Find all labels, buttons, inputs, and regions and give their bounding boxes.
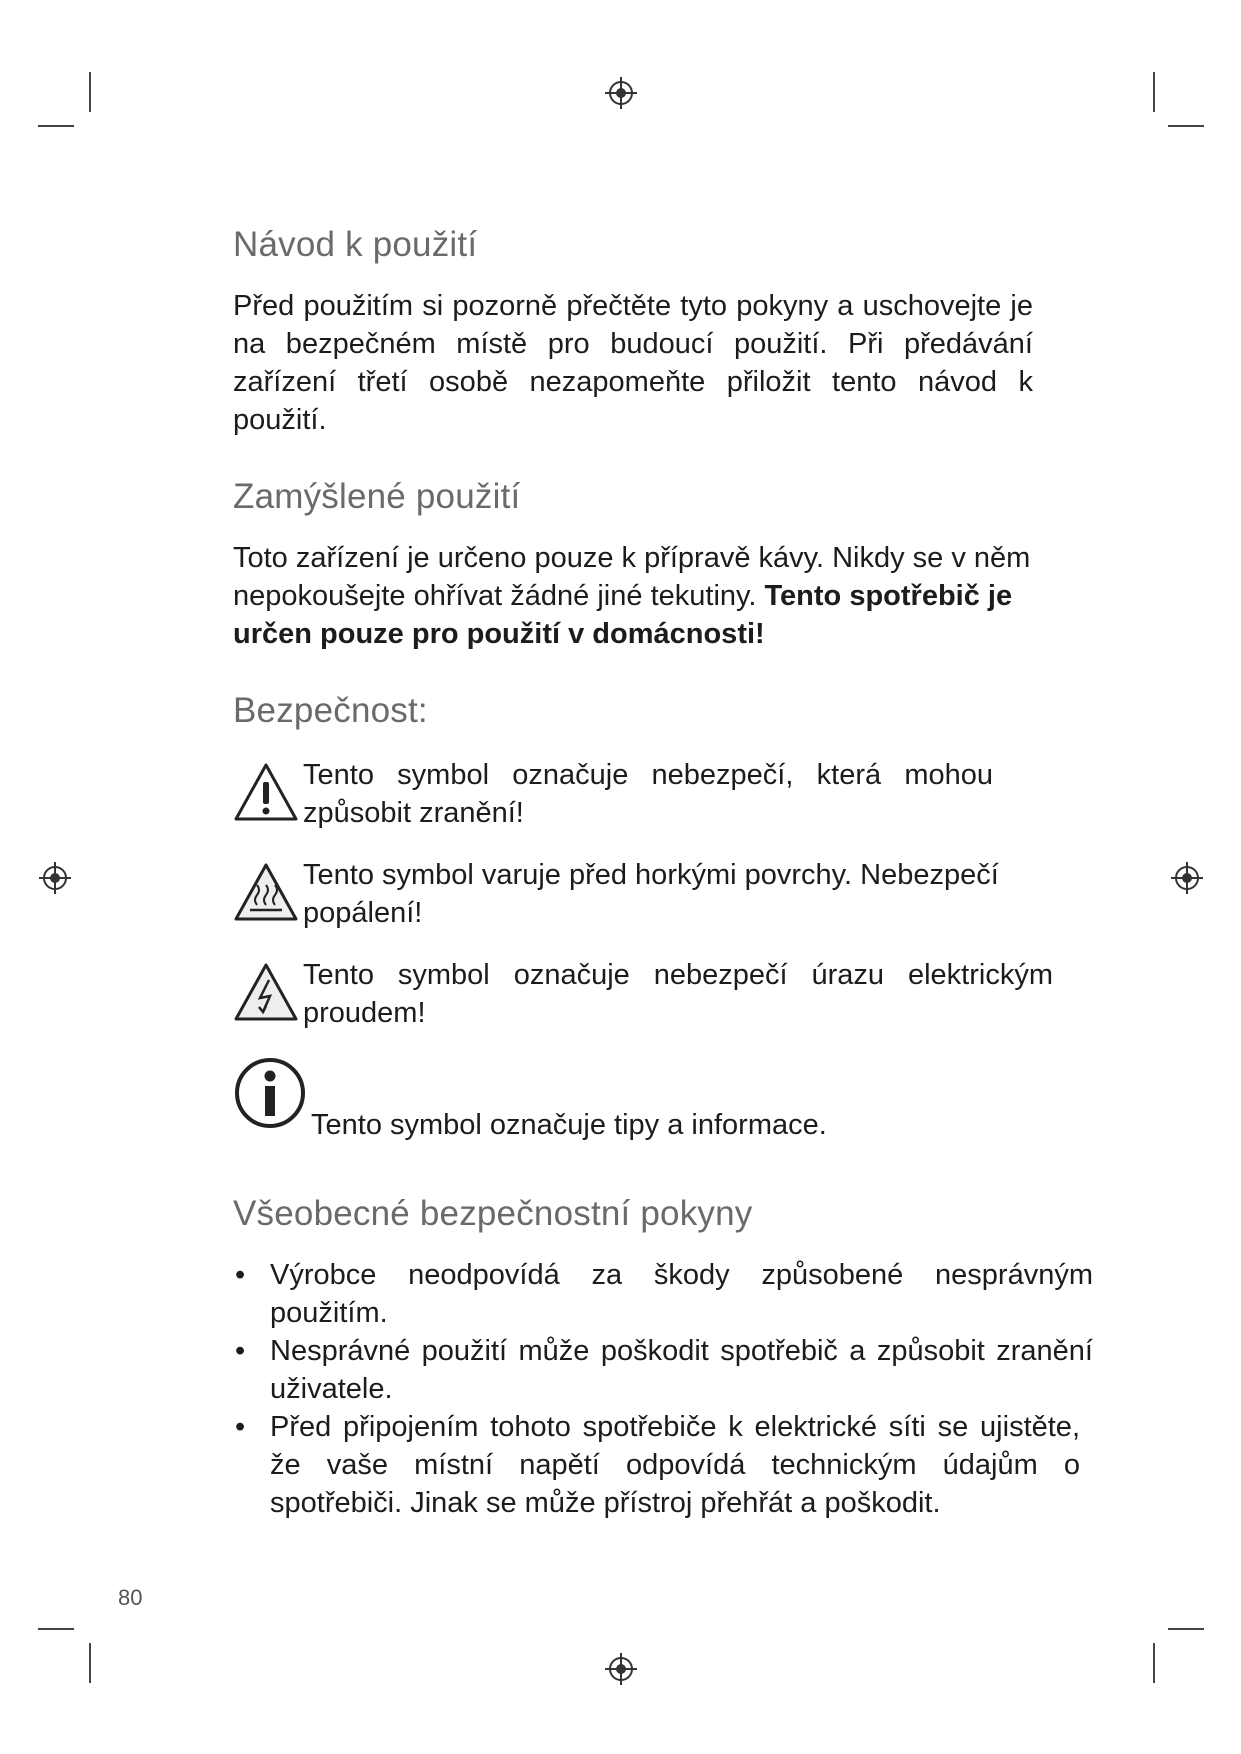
- registration-mark-icon: [604, 1652, 638, 1686]
- intended-use-paragraph: [233, 539, 1073, 653]
- intended-use-bold-text: Tento spotřebič je určen pouze pro použití v domácnosti!: [233, 580, 1013, 650]
- page-content: [233, 225, 1093, 1522]
- instructions-heading: Návod k použití: [233, 225, 478, 264]
- intended-use-heading: Zamýšlené použití: [233, 477, 521, 516]
- crop-mark: [1168, 1628, 1204, 1630]
- list-item: [233, 1332, 1093, 1408]
- page-number: 80: [118, 1585, 143, 1610]
- registration-mark-icon: [1170, 861, 1204, 895]
- crop-mark: [1153, 1643, 1155, 1683]
- hot-surface-icon: [233, 862, 299, 922]
- safety-heading: Bezpečnost:: [233, 691, 428, 730]
- list-item-text: Výrobce neodpovídá za škody způsobené nesprávným použitím.: [270, 1259, 1093, 1329]
- crop-mark: [89, 72, 91, 112]
- crop-mark: [89, 1643, 91, 1683]
- bullet-point: •: [235, 1259, 246, 1291]
- registration-mark-icon: [604, 76, 638, 110]
- safety-symbol-text: Tento symbol označuje nebezpečí úrazu elektrickým proudem!: [303, 959, 1053, 1029]
- safety-symbol-row: [233, 856, 1073, 956]
- safety-symbol-row: [233, 1056, 1073, 1166]
- warning-exclamation-icon: [233, 762, 299, 822]
- general-safety-list: [233, 1256, 1093, 1522]
- electric-shock-icon: [233, 962, 299, 1022]
- crop-mark: [38, 1628, 74, 1630]
- bullet-point: •: [235, 1335, 246, 1367]
- safety-symbol-text: Tento symbol označuje nebezpečí, která mohou způsobit zranění!: [303, 759, 993, 829]
- list-item: [233, 1408, 1080, 1522]
- crop-mark: [1153, 72, 1155, 112]
- safety-symbol-row: [233, 956, 1073, 1056]
- general-safety-heading: Všeobecné bezpečnostní pokyny: [233, 1194, 753, 1233]
- registration-mark-icon: [38, 861, 72, 895]
- list-item: [233, 1256, 1093, 1332]
- crop-mark: [38, 125, 74, 127]
- safety-symbol-text: Tento symbol varuje před horkými povrchy. Nebezpečí popálení!: [303, 859, 999, 929]
- info-icon: [233, 1056, 307, 1130]
- intended-use-text: Toto zařízení je určeno pouze k přípravě kávy. Nikdy se v něm nepokoušejte ohřívat žádné jiné tekutiny.: [233, 542, 1031, 612]
- instructions-text: Před použitím si pozorně přečtěte tyto pokyny a uschovejte je na bezpečném místě pro budoucí použití. Při předávání zařízení třetí osobě nezapomeňte přiložit tento návod k použití.: [233, 290, 1033, 436]
- list-item-text: Před připojením tohoto spotřebiče k elektrické síti se ujistěte, že vaše místní napětí odpovídá technickým údajům o spotřebiči. Jinak se může přístroj přehřát a poškodit.: [270, 1411, 1080, 1519]
- list-item-text: Nesprávné použití může poškodit spotřebič a způsobit zranění uživatele.: [270, 1335, 1093, 1405]
- crop-mark: [1168, 125, 1204, 127]
- bullet-point: •: [235, 1411, 246, 1443]
- safety-symbol-row: [233, 756, 1073, 856]
- safety-symbol-text: Tento symbol označuje tipy a informace.: [311, 1109, 827, 1141]
